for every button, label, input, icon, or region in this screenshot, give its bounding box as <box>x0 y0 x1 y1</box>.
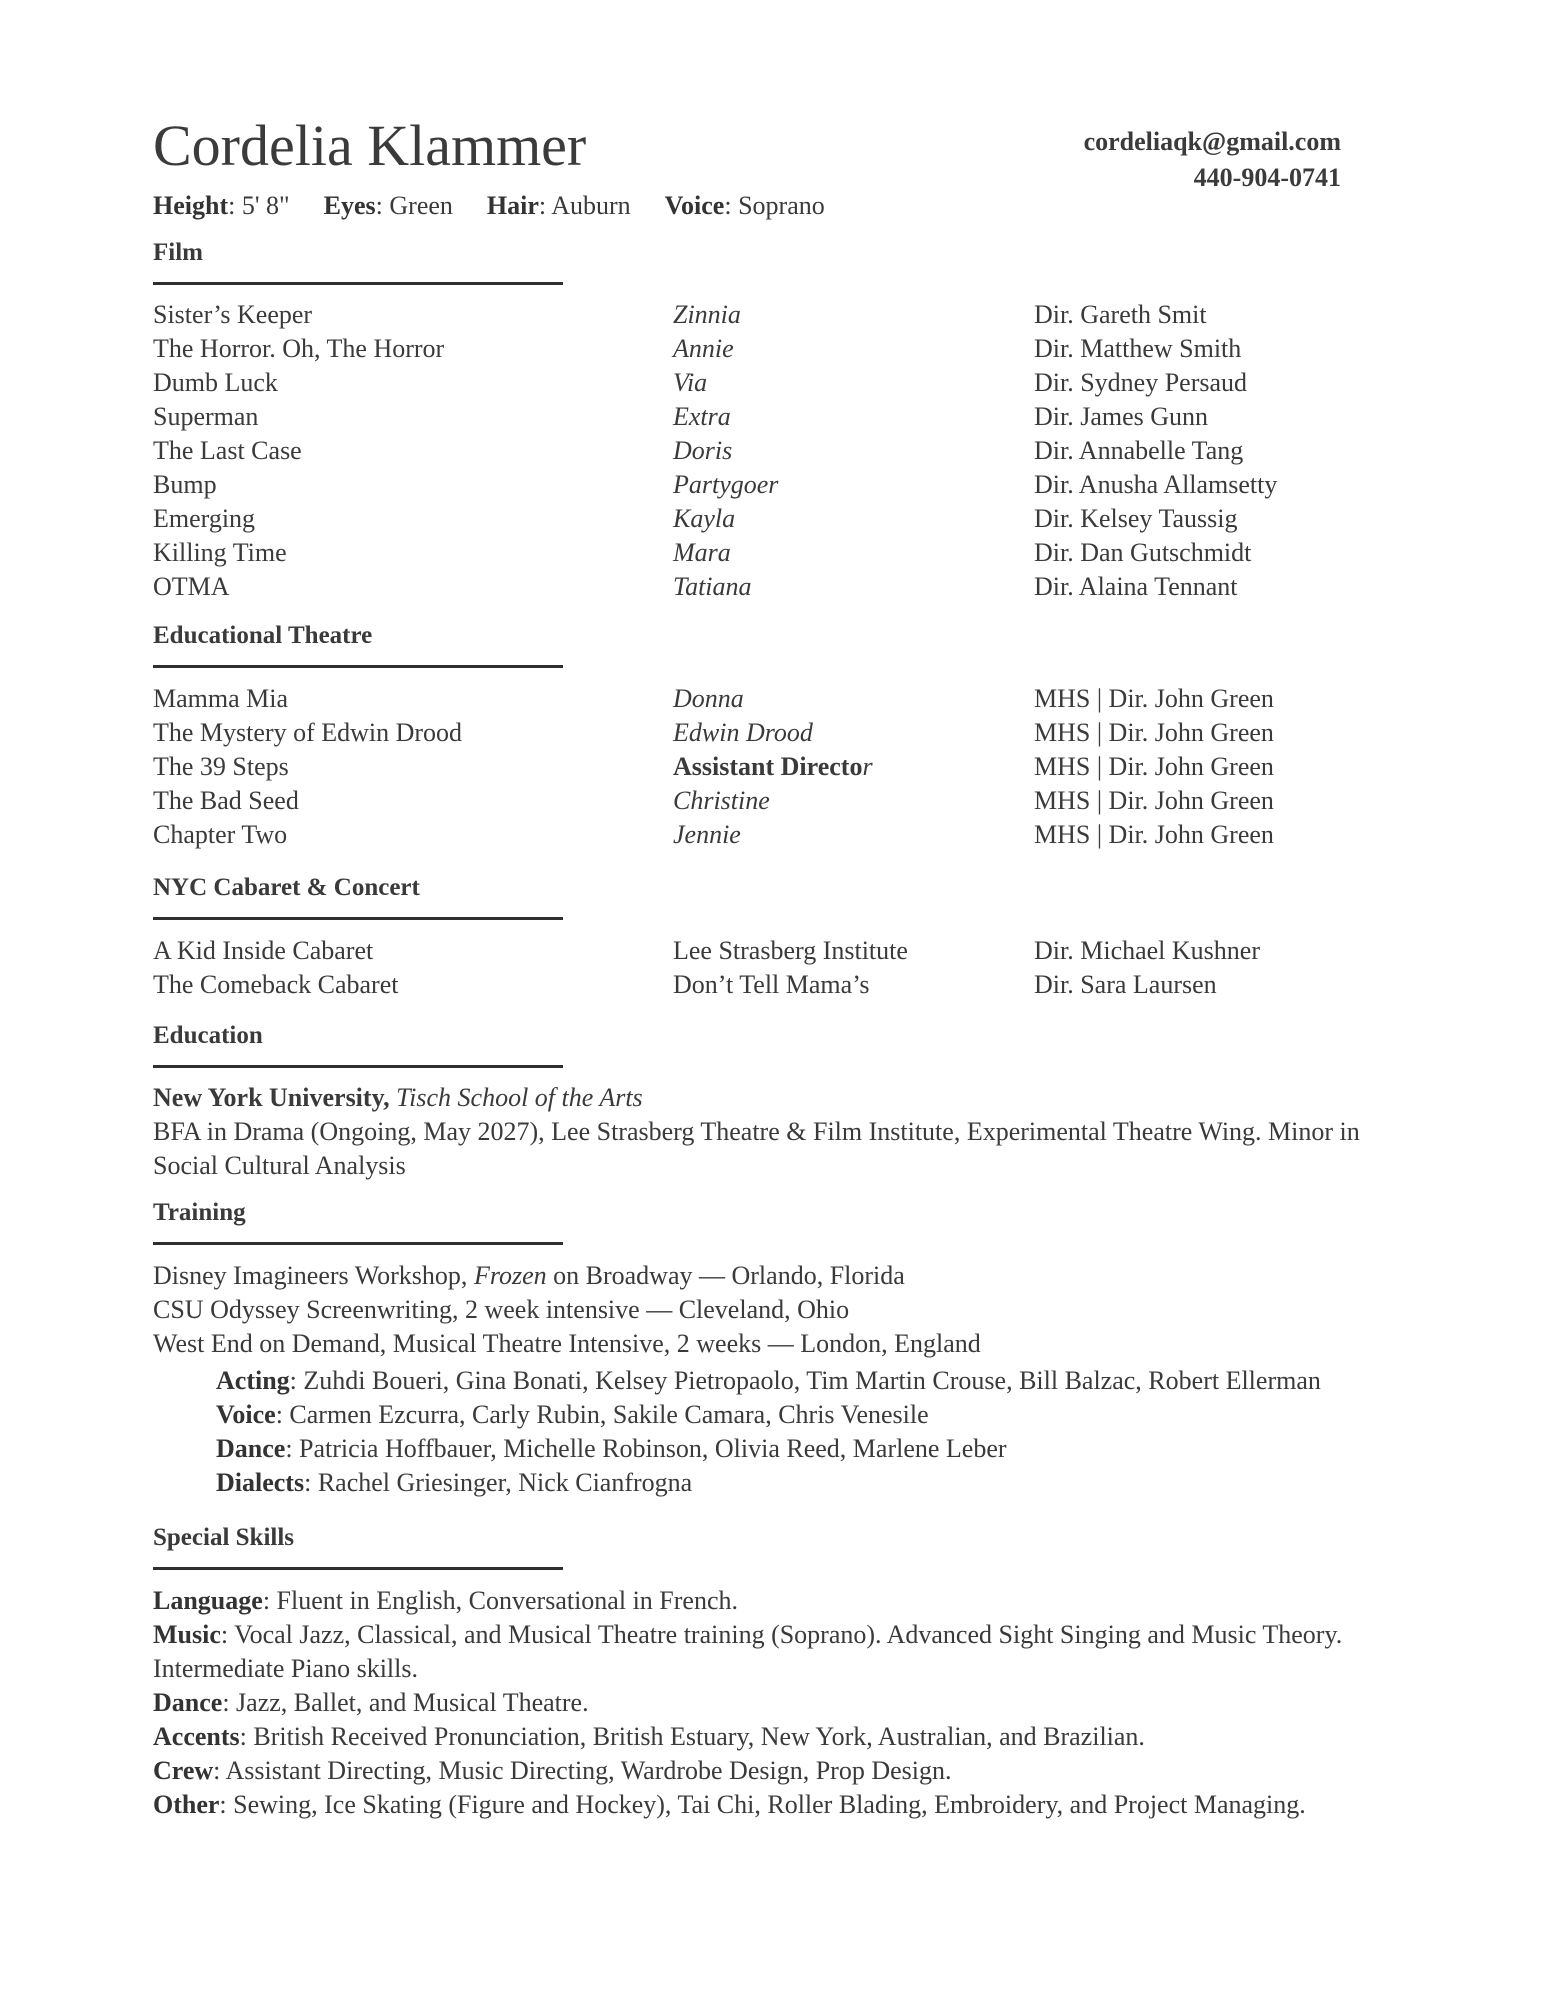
film-project: The Last Case <box>153 436 302 465</box>
teachers-dialects: Dialects: Rachel Griesinger, Nick Cianfrogna <box>216 1468 693 1497</box>
film-role: Annie <box>673 334 734 363</box>
film-role: Mara <box>673 538 731 567</box>
film-role: Tatiana <box>673 572 752 601</box>
teachers-dance: Dance: Patricia Hoffbauer, Michelle Robinson, Olivia Reed, Marlene Leber <box>216 1434 1007 1463</box>
film-role: Kayla <box>673 504 736 533</box>
section-title-film: Film <box>153 239 203 266</box>
film-director: Dir. Matthew Smith <box>1034 334 1242 363</box>
education-degree: BFA in Drama (Ongoing, May 2027), Lee Strasberg Theatre & Film Institute, Experimental Theatre Wing. Minor in Social Cultural Analysis <box>153 1117 1360 1180</box>
theatre-director: MHS | Dir. John Green <box>1034 752 1274 781</box>
skill-accents: Accents: British Received Pronunciation, British Estuary, New York, Australian, and Brazilian. <box>153 1722 1145 1751</box>
physical-stats <box>153 188 859 224</box>
stat-height: Height: 5' 8" <box>153 191 290 220</box>
film-director: Dir. Gareth Smit <box>1034 300 1207 329</box>
film-project: Dumb Luck <box>153 368 278 397</box>
film-director: Dir. James Gunn <box>1034 402 1209 431</box>
skill-crew: Crew: Assistant Directing, Music Directing, Wardrobe Design, Prop Design. <box>153 1756 952 1785</box>
cabaret-venue: Don’t Tell Mama’s <box>673 970 870 999</box>
theatre-director: MHS | Dir. John Green <box>1034 786 1274 815</box>
section-title-training: Training <box>153 1199 246 1226</box>
section-title-special-skills: Special Skills <box>153 1524 295 1551</box>
film-credits <box>0 298 1545 608</box>
education-school: New York University, Tisch School of the Arts <box>153 1083 643 1112</box>
section-title-education: Education <box>153 1022 263 1049</box>
section-divider <box>153 1242 563 1245</box>
cabaret-director: Dir. Sara Laursen <box>1034 970 1217 999</box>
theatre-project: The Mystery of Edwin Drood <box>153 718 463 747</box>
film-director: Dir. Anusha Allamsetty <box>1034 470 1278 499</box>
cabaret-venue: Lee Strasberg Institute <box>673 936 908 965</box>
cabaret-director: Dir. Michael Kushner <box>1034 936 1261 965</box>
film-project: Bump <box>153 470 217 499</box>
theatre-project: Mamma Mia <box>153 684 289 713</box>
theatre-director: MHS | Dir. John Green <box>1034 718 1274 747</box>
phone-number: 440-904-0741 <box>1193 163 1341 192</box>
film-role: Via <box>673 368 708 397</box>
film-director: Dir. Kelsey Taussig <box>1034 504 1238 533</box>
educational-theatre-credits <box>0 682 1545 854</box>
film-role: Extra <box>673 402 731 431</box>
film-role: Doris <box>673 436 733 465</box>
film-role: Zinnia <box>673 300 741 329</box>
teachers-acting: Acting: Zuhdi Boueri, Gina Bonati, Kelsey Pietropaolo, Tim Martin Crouse, Bill Balzac, Robert Ellerman <box>216 1366 1321 1395</box>
film-project: Killing Time <box>153 538 287 567</box>
stat-voice: Voice: Soprano <box>664 191 825 220</box>
training-program: CSU Odyssey Screenwriting, 2 week intensive — Cleveland, Ohio <box>153 1295 850 1324</box>
section-divider <box>153 282 563 285</box>
film-director: Dir. Dan Gutschmidt <box>1034 538 1252 567</box>
section-title-educational-theatre: Educational Theatre <box>153 622 373 649</box>
section-divider <box>153 665 563 668</box>
stat-hair: Hair: Auburn <box>486 191 631 220</box>
training-program: West End on Demand, Musical Theatre Intensive, 2 weeks — London, England <box>153 1329 981 1358</box>
section-divider <box>153 1567 563 1570</box>
theatre-director: MHS | Dir. John Green <box>1034 684 1274 713</box>
skill-other: Other: Sewing, Ice Skating (Figure and Hockey), Tai Chi, Roller Blading, Embroidery, and Project Managing. <box>153 1790 1306 1819</box>
section-divider <box>153 917 563 920</box>
film-director: Dir. Alaina Tennant <box>1034 572 1238 601</box>
film-role: Partygoer <box>673 470 779 499</box>
theatre-role: Assistant Director <box>673 752 873 781</box>
film-project: The Horror. Oh, The Horror <box>153 334 445 363</box>
film-director: Dir. Annabelle Tang <box>1034 436 1244 465</box>
stat-eyes: Eyes: Green <box>323 191 453 220</box>
contact-block <box>1084 124 1341 196</box>
section-divider <box>153 1065 563 1068</box>
theatre-role: Donna <box>673 684 744 713</box>
candidate-name: Cordelia Klammer <box>153 113 587 178</box>
theatre-role: Christine <box>673 786 770 815</box>
cabaret-credits <box>0 934 1545 1002</box>
theatre-project: Chapter Two <box>153 820 288 849</box>
skill-dance: Dance: Jazz, Ballet, and Musical Theatre. <box>153 1688 589 1717</box>
theatre-role: Jennie <box>673 820 741 849</box>
theatre-project: The Bad Seed <box>153 786 299 815</box>
film-director: Dir. Sydney Persaud <box>1034 368 1248 397</box>
film-project: Sister’s Keeper <box>153 300 313 329</box>
film-project: Superman <box>153 402 259 431</box>
skill-music: Music: Vocal Jazz, Classical, and Musical Theatre training (Soprano). Advanced Sight Singing and Music Theory. Intermediate Piano skills. <box>153 1620 1343 1683</box>
training-program: Disney Imagineers Workshop, Frozen on Broadway — Orlando, Florida <box>153 1261 905 1290</box>
theatre-director: MHS | Dir. John Green <box>1034 820 1274 849</box>
cabaret-project: The Comeback Cabaret <box>153 970 399 999</box>
cabaret-project: A Kid Inside Cabaret <box>153 936 374 965</box>
film-project: Emerging <box>153 504 256 533</box>
theatre-role: Edwin Drood <box>673 718 813 747</box>
theatre-project: The 39 Steps <box>153 752 289 781</box>
email-link[interactable]: cordeliaqk@gmail.com <box>1083 127 1341 156</box>
section-title-cabaret: NYC Cabaret & Concert <box>153 874 420 901</box>
teachers-voice: Voice: Carmen Ezcurra, Carly Rubin, Sakile Camara, Chris Venesile <box>216 1400 929 1429</box>
skill-language: Language: Fluent in English, Conversational in French. <box>153 1586 738 1615</box>
film-project: OTMA <box>153 572 230 601</box>
